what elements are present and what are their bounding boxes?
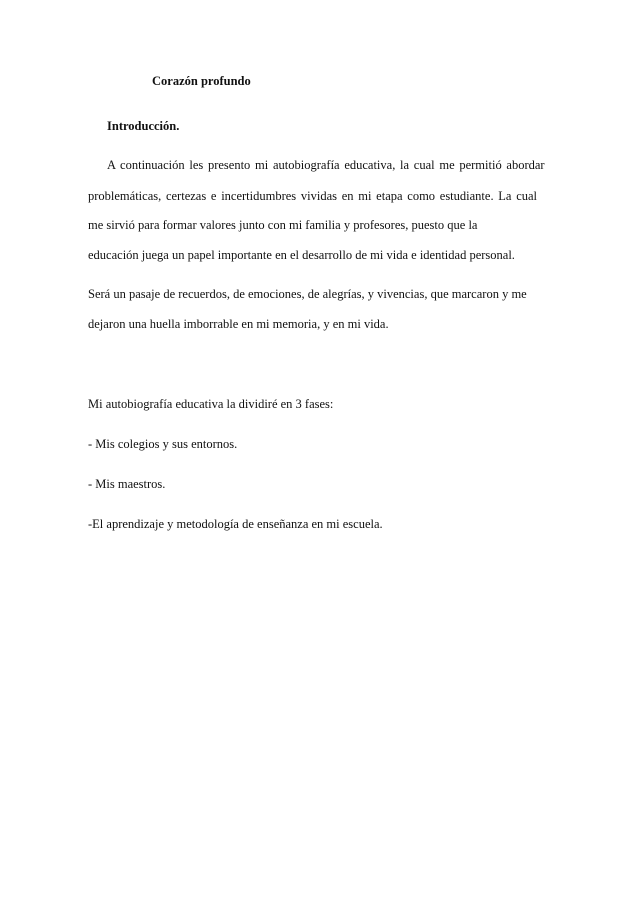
phase-item: - Mis colegios y sus entornos. bbox=[88, 437, 238, 451]
paragraph2-line-1: Será un pasaje de recuerdos, de emociones, de alegrías, y vivencias, que marcaron y me bbox=[88, 287, 527, 301]
paragraph1-line-4: educación juega un papel importante en el desarrollo de mi vida e identidad personal. bbox=[88, 248, 515, 262]
document-title: Corazón profundo bbox=[152, 74, 251, 88]
paragraph2-line-2: dejaron una huella imborrable en mi memoria, y en mi vida. bbox=[88, 317, 389, 331]
phase-item: - Mis maestros. bbox=[88, 477, 166, 491]
paragraph1-line-3: me sirvió para formar valores junto con mi familia y profesores, puesto que la bbox=[88, 218, 478, 232]
section-heading: Introducción. bbox=[107, 119, 180, 133]
phases-intro: Mi autobiografía educativa la dividiré en 3 fases: bbox=[88, 397, 334, 411]
paragraph1-line-2: problemáticas, certezas e incertidumbres vividas en mi etapa como estudiante. La cual bbox=[88, 189, 538, 203]
phase-item: -El aprendizaje y metodología de enseñanza en mi escuela. bbox=[88, 517, 383, 531]
paragraph1-line-1: A continuación les presento mi autobiografía educativa, la cual me permitió abordar bbox=[107, 158, 545, 172]
